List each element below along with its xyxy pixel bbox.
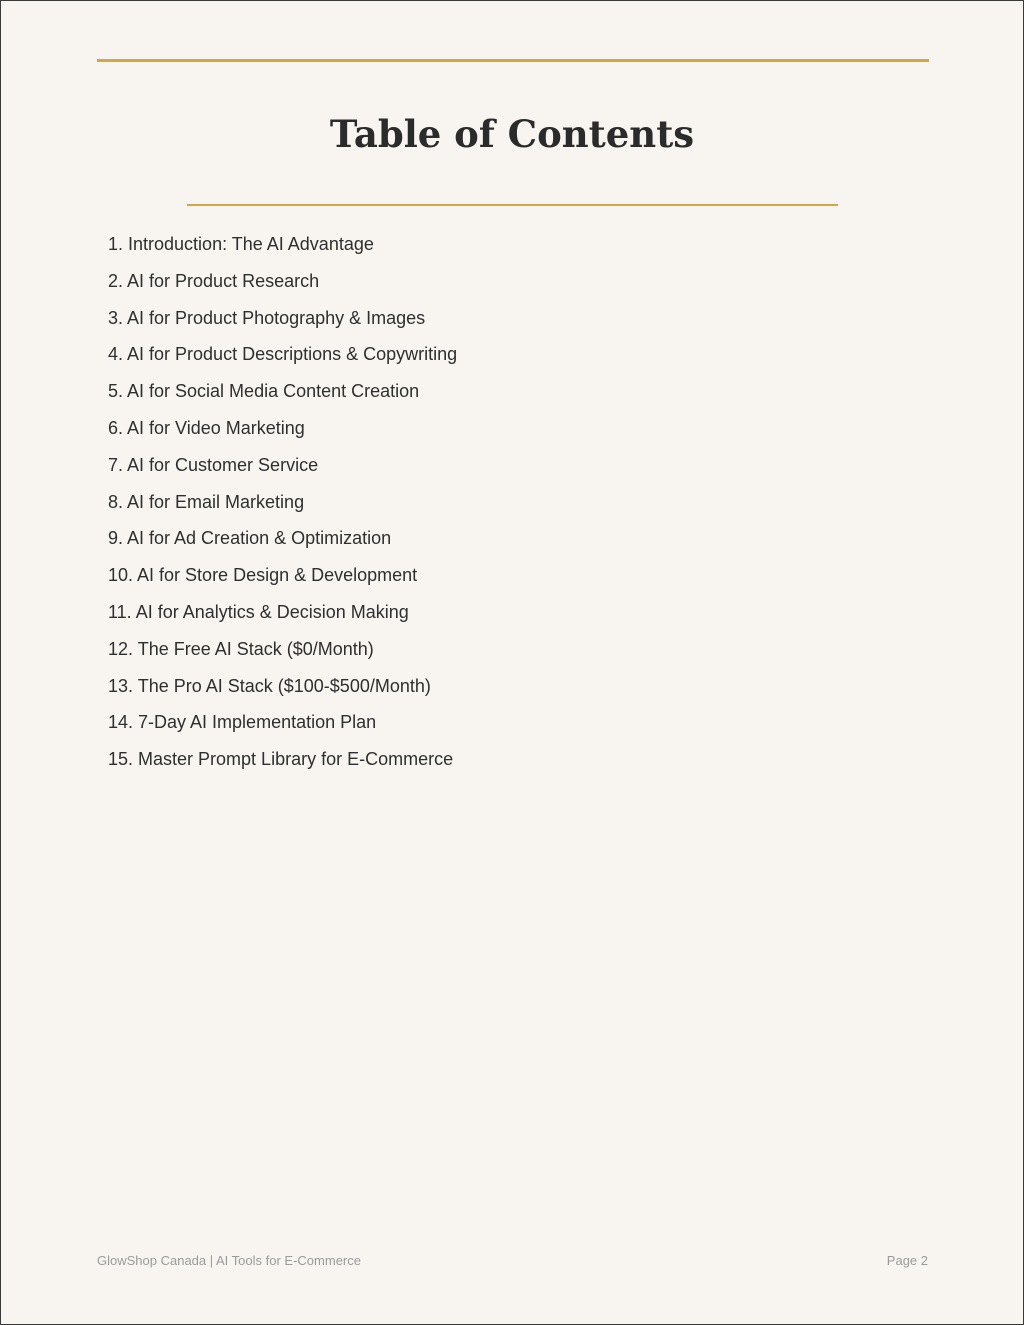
toc-entry: 10. AI for Store Design & Development	[108, 565, 418, 586]
toc-entry: 1. Introduction: The AI Advantage	[108, 234, 374, 254]
toc-entry: 15. Master Prompt Library for E-Commerce	[108, 749, 454, 770]
page-title: Table of Contents	[329, 112, 695, 156]
footer-page-number: Page 2	[886, 1253, 928, 1268]
toc-entry: 4. AI for Product Descriptions & Copywriting	[108, 344, 458, 365]
top-divider	[97, 59, 929, 62]
toc-entry: 5. AI for Social Media Content Creation	[108, 381, 420, 402]
table-of-contents	[108, 226, 457, 778]
toc-entry: 11. AI for Analytics & Decision Making	[108, 601, 409, 622]
toc-entry: 9. AI for Ad Creation & Optimization	[108, 528, 392, 549]
title-divider	[187, 204, 838, 206]
toc-entry: 6. AI for Video Marketing	[108, 417, 305, 438]
toc-entry: 3. AI for Product Photography & Images	[108, 307, 426, 328]
toc-entry: 2. AI for Product Research	[108, 270, 320, 291]
toc-entry: 14. 7-Day AI Implementation Plan	[108, 712, 377, 733]
toc-entry: 12. The Free AI Stack ($0/Month)	[108, 638, 374, 659]
footer-publication: GlowShop Canada | AI Tools for E-Commerce	[97, 1253, 361, 1268]
toc-entry: 13. The Pro AI Stack ($100-$500/Month)	[108, 675, 431, 696]
toc-entry: 7. AI for Customer Service	[108, 454, 319, 475]
toc-entry: 8. AI for Email Marketing	[108, 491, 305, 512]
